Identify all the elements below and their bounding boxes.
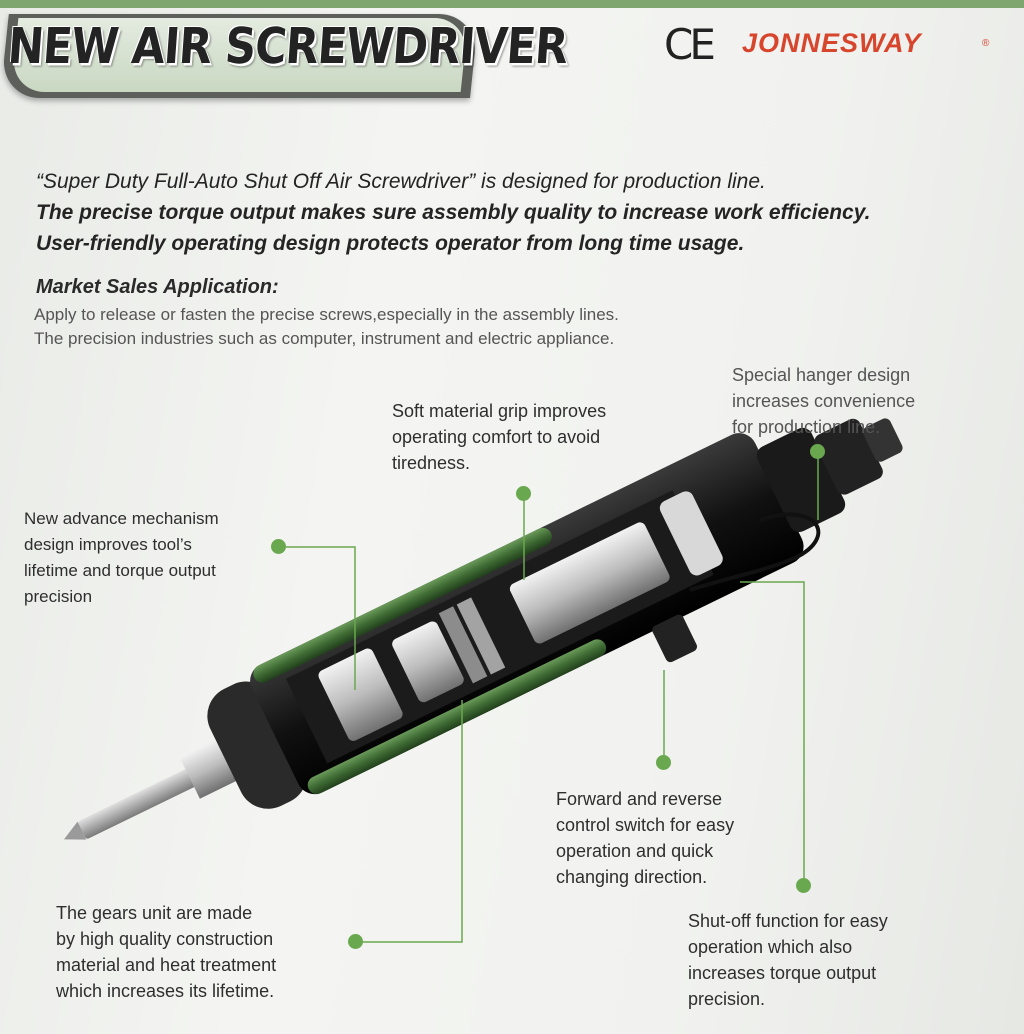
callout-mechanism: New advance mechanism design improves tool’s lifetime and torque output precision <box>24 509 219 606</box>
intro-line-2: The precise torque output makes sure assembly quality to increase work efficiency. <box>36 201 871 224</box>
ce-mark: CE <box>664 20 712 69</box>
intro-line-3: User-friendly operating design protects operator from long time usage. <box>36 232 745 255</box>
page-title: NEW AIR SCREWDRIVER <box>5 18 570 76</box>
market-title: Market Sales Application: <box>36 276 279 298</box>
callout-dot-mechanism <box>271 539 286 554</box>
callout-dot-shutoff <box>796 878 811 893</box>
callout-dot-gears <box>348 934 363 949</box>
callout-gears: The gears unit are made by high quality construction material and heat treatment which increases its lifetime. <box>56 903 277 1001</box>
callout-dot-grip <box>516 486 531 501</box>
callout-hanger: Special hanger design increases convenience for production line. <box>732 365 916 437</box>
callout-dot-switch <box>656 755 671 770</box>
callout-shutoff: Shut-off function for easy operation which also increases torque output precision. <box>688 911 888 1009</box>
brand-logo: JONNESWAY <box>742 28 922 58</box>
intro-line-1-quote: “Super Duty Full-Auto Shut Off Air Screwdriver” <box>36 170 476 193</box>
market-line-2: The precision industries such as computer, instrument and electric appliance. <box>34 329 615 348</box>
callout-grip: Soft material grip improves operating comfort to avoid tiredness. <box>392 401 607 473</box>
registered-mark: ® <box>982 38 990 49</box>
callout-switch: Forward and reverse control switch for easy operation and quick changing direction. <box>556 789 735 887</box>
market-line-1: Apply to release or fasten the precise screws,especially in the assembly lines. <box>34 305 619 324</box>
callout-dot-hanger <box>810 444 825 459</box>
intro-line-1-rest: is designed for production line. <box>475 170 766 193</box>
